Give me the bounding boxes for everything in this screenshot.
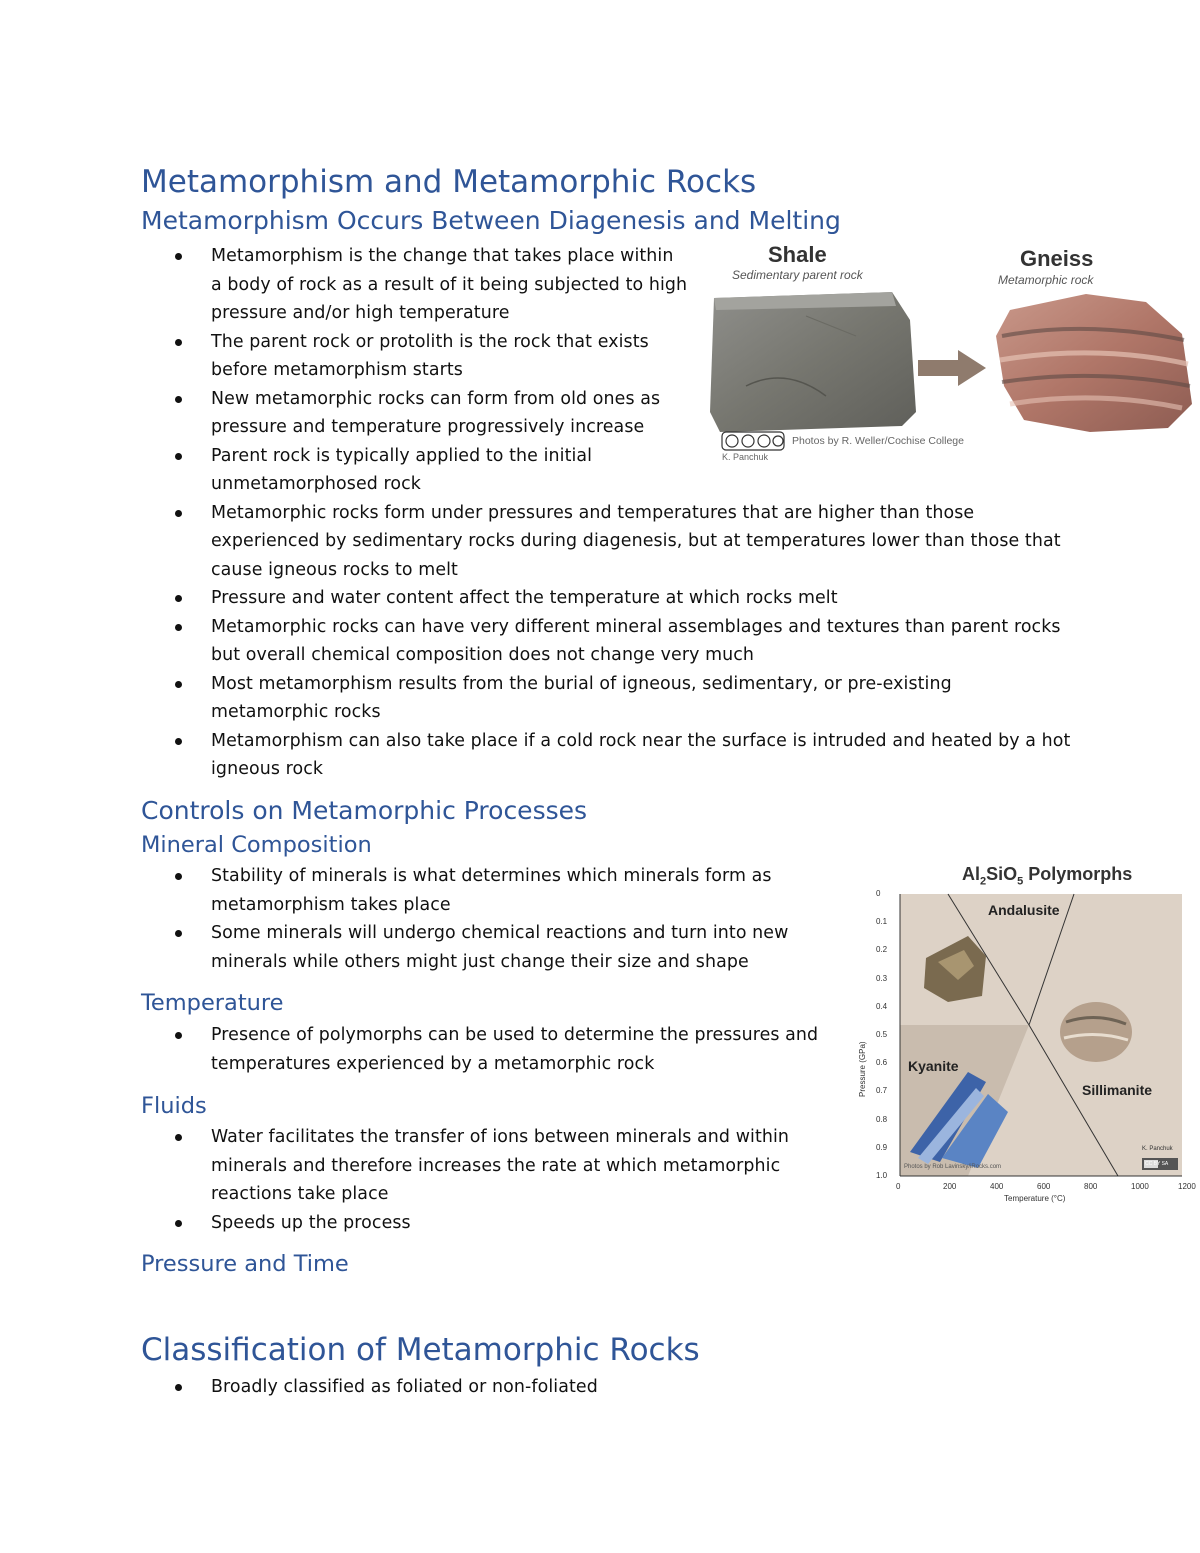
- subheading-fluids: Fluids: [141, 1093, 207, 1119]
- bullet-list-classification: [0, 1373, 598, 1402]
- x-tick-label: 400: [990, 1182, 1004, 1191]
- shale-to-gneiss-figure: [706, 236, 1196, 468]
- sillimanite-label: Sillimanite: [1082, 1082, 1153, 1098]
- gneiss-rock-image: [996, 294, 1192, 432]
- kyanite-label: Kyanite: [908, 1058, 959, 1074]
- section-heading-controls: Controls on Metamorphic Processes: [141, 796, 588, 825]
- list-item: Metamorphism can also take place if a cold rock near the surface is intruded and heated by a hot igneous rock: [0, 727, 1070, 784]
- y-tick-label: 0: [876, 889, 881, 898]
- y-tick-label: 0.4: [876, 1001, 888, 1011]
- y-tick-label: 0.1: [876, 917, 888, 927]
- list-item: The parent rock or protolith is the rock that exists before metamorphism starts: [0, 328, 1070, 385]
- list-item: Some minerals will undergo chemical reactions and turn into new minerals while others might just change their size and shape: [0, 919, 788, 976]
- x-tick-label: 200: [943, 1182, 957, 1191]
- bullet-list-temperature: [0, 1021, 818, 1078]
- andalusite-label: Andalusite: [988, 902, 1060, 918]
- shale-label: Shale: [768, 242, 827, 267]
- list-item: Most metamorphism results from the burial of igneous, sedimentary, or pre-existing metamorphic rocks: [0, 670, 1070, 727]
- y-tick-label: 0.7: [876, 1086, 888, 1096]
- subheading-temperature: Temperature: [141, 990, 284, 1016]
- x-tick-label: 600: [1037, 1182, 1051, 1191]
- author-credit: K. Panchuk: [722, 452, 769, 462]
- list-item: Metamorphic rocks can have very different mineral assemblages and textures than parent rocks but overall chemical composition does not change very much: [0, 613, 1070, 670]
- x-tick-label: 800: [1084, 1182, 1098, 1191]
- bullet-list-mineral: [0, 862, 788, 976]
- shale-caption: Sedimentary parent rock: [732, 268, 863, 282]
- y-tick-label: 0.5: [876, 1030, 888, 1039]
- al2sio5-polymorphs-figure: [858, 862, 1194, 1212]
- x-tick-label: 1200: [1178, 1182, 1196, 1191]
- y-tick-label: 0.3: [876, 973, 888, 983]
- arrow-icon: [918, 350, 986, 386]
- list-item: Parent rock is typically applied to the initial unmetamorphosed rock: [0, 442, 1070, 499]
- author-credit: K. Panchuk: [1142, 1146, 1173, 1152]
- cc-badge-text: CC BY SA: [1145, 1161, 1169, 1167]
- x-tick-label: 1000: [1131, 1182, 1149, 1191]
- gneiss-label: Gneiss: [1020, 246, 1094, 271]
- list-item: Broadly classified as foliated or non-foliated: [0, 1373, 598, 1402]
- photo-credit: Photos by R. Weller/Cochise College: [792, 435, 964, 447]
- subheading-mineral-composition: Mineral Composition: [141, 832, 372, 858]
- y-tick-label: 0.6: [876, 1058, 888, 1068]
- figure-title: $Al_2SiO_5$ Polymorphs: [962, 864, 1133, 888]
- cc-license-icon: [722, 432, 784, 450]
- x-axis-label: Temperature (°C): [1004, 1194, 1066, 1203]
- list-item: Metamorphic rocks form under pressures and temperatures that are higher than those experienced by sedimentary rocks during diagenesis, but at temperatures lower than those that cause igneous rocks to melt: [0, 499, 1070, 585]
- section-heading-diagenesis: Metamorphism Occurs Between Diagenesis and Melting: [141, 206, 841, 235]
- photo-credit: Photos by Rob Lavinsky/iRocks.com: [904, 1164, 1002, 1170]
- y-tick-label: 1.0: [876, 1171, 888, 1180]
- y-axis-label: Pressure (GPa): [858, 1041, 867, 1097]
- y-tick-label: 0.2: [876, 945, 888, 955]
- list-item: Speeds up the process: [0, 1209, 789, 1238]
- list-item: Presence of polymorphs can be used to determine the pressures and temperatures experienced by a metamorphic rock: [0, 1021, 818, 1078]
- y-tick-label: 0.9: [876, 1142, 888, 1152]
- list-item: Metamorphism is the change that takes place within a body of rock as a result of it being subjected to high pressure and/or high temperature: [0, 242, 1070, 328]
- list-item: Stability of minerals is what determines which minerals form as metamorphism takes place: [0, 862, 788, 919]
- shale-rock-image: [710, 292, 916, 432]
- bullet-list-fluids: [0, 1123, 789, 1237]
- rock-photos: [706, 236, 1196, 468]
- gneiss-caption: Metamorphic rock: [998, 273, 1094, 287]
- subheading-pressure-and-time: Pressure and Time: [141, 1251, 349, 1277]
- y-tick-label: 0.8: [876, 1114, 888, 1124]
- list-item: Pressure and water content affect the temperature at which rocks melt: [0, 584, 1070, 613]
- document-title: Metamorphism and Metamorphic Rocks: [141, 164, 757, 200]
- list-item: New metamorphic rocks can form from old ones as pressure and temperature progressively increase: [0, 385, 1070, 442]
- list-item: Water facilitates the transfer of ions between minerals and within minerals and therefore increases the rate at which metamorphic reactions take place: [0, 1123, 789, 1209]
- section-heading-classification: Classification of Metamorphic Rocks: [141, 1332, 700, 1368]
- sillimanite-specimen-image: [1060, 1002, 1132, 1062]
- x-tick-label: 0: [896, 1182, 901, 1191]
